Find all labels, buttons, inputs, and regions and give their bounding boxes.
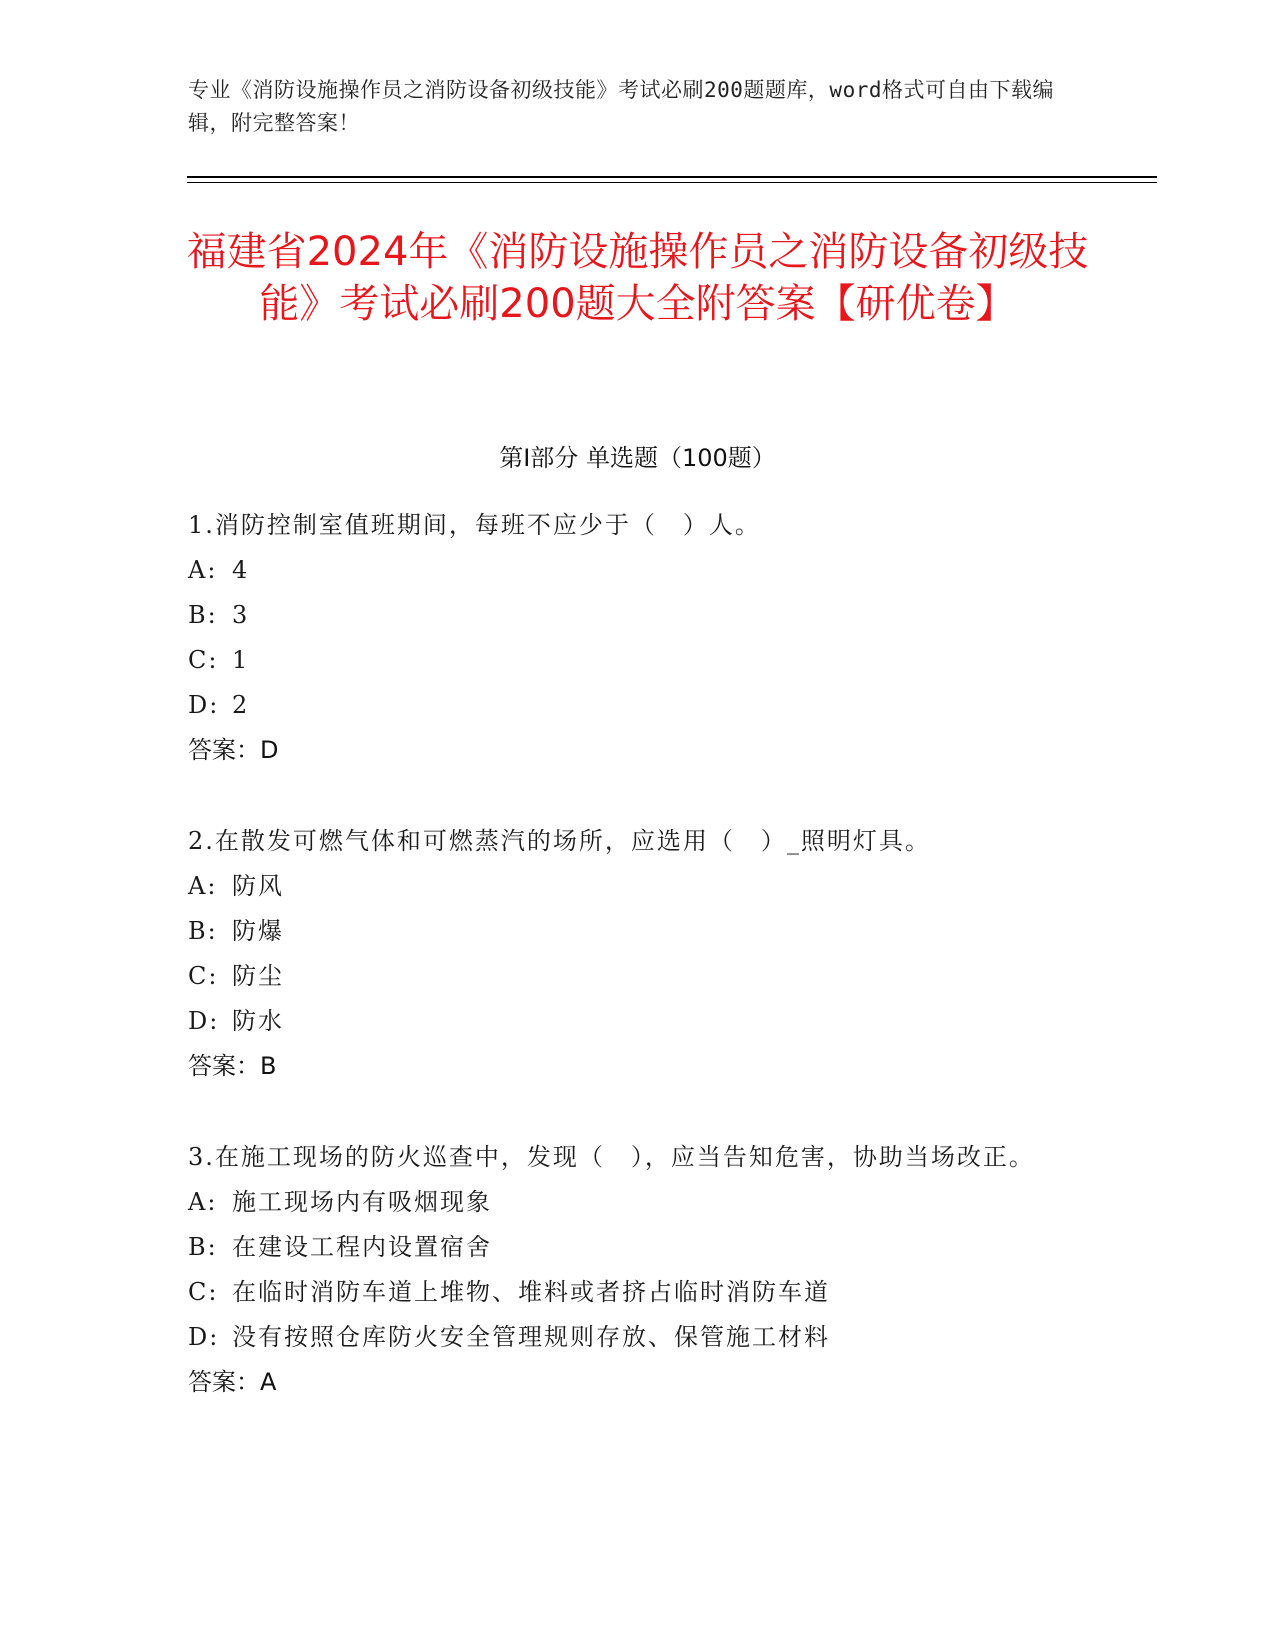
option-b	[188, 909, 1068, 954]
option-value: 没有按照仓库防火安全管理规则存放、保管施工材料	[232, 1323, 830, 1351]
option-key: A:	[188, 1188, 218, 1216]
option-key: D:	[188, 1323, 220, 1351]
option-d	[188, 1315, 1068, 1360]
option-c	[188, 638, 1068, 683]
option-key: C:	[188, 962, 219, 990]
option-d	[188, 683, 1068, 728]
header-note: 专业《消防设施操作员之消防设备初级技能》考试必刷200题题库，word格式可自由下载编辑，附完整答案！	[188, 78, 1054, 135]
question-text: 3.在施工现场的防火巡查中，发现（ ），应当告知危害，协助当场改正。	[188, 1143, 1035, 1171]
option-c	[188, 1270, 1068, 1315]
option-value: 3	[232, 601, 250, 629]
option-b	[188, 1225, 1068, 1270]
answer-line: 答案：B	[188, 1052, 277, 1080]
option-value: 在临时消防车道上堆物、堆料或者挤占临时消防车道	[232, 1278, 830, 1306]
option-key: C:	[188, 646, 219, 674]
option-value: 4	[232, 556, 250, 584]
option-value: 在建设工程内设置宿舍	[232, 1233, 492, 1261]
option-b	[188, 593, 1068, 638]
option-key: C:	[188, 1278, 219, 1306]
question-text: 2.在散发可燃气体和可燃蒸汽的场所，应选用（ ）_照明灯具。	[188, 827, 931, 855]
option-value: 1	[232, 646, 250, 674]
option-key: A:	[188, 556, 218, 584]
answer-line: 答案：D	[188, 736, 279, 764]
option-a	[188, 864, 1068, 909]
question-2	[188, 819, 1068, 1089]
section-heading: 第I部分 单选题（100题）	[499, 444, 776, 472]
option-value: 施工现场内有吸烟现象	[232, 1188, 492, 1216]
question-1	[188, 503, 1068, 773]
option-key: B:	[188, 1233, 218, 1261]
option-value: 防风	[232, 872, 284, 900]
option-key: D:	[188, 691, 220, 719]
option-value: 防尘	[232, 962, 284, 990]
option-key: D:	[188, 1007, 220, 1035]
question-text: 1.消防控制室值班期间，每班不应少于（ ）人。	[188, 511, 761, 539]
header-divider-thin	[187, 182, 1157, 183]
option-value: 2	[232, 691, 250, 719]
option-value: 防爆	[232, 917, 284, 945]
option-value: 防水	[232, 1007, 284, 1035]
option-a	[188, 548, 1068, 593]
option-c	[188, 954, 1068, 999]
header-divider	[187, 176, 1157, 178]
question-3	[188, 1135, 1068, 1405]
option-a	[188, 1180, 1068, 1225]
page-title: 福建省2024年《消防设施操作员之消防设备初级技能》考试必刷200题大全附答案【研优卷】	[186, 229, 1089, 327]
option-d	[188, 999, 1068, 1044]
option-key: B:	[188, 601, 218, 629]
option-key: B:	[188, 917, 218, 945]
answer-line: 答案：A	[188, 1368, 277, 1396]
option-key: A:	[188, 872, 218, 900]
